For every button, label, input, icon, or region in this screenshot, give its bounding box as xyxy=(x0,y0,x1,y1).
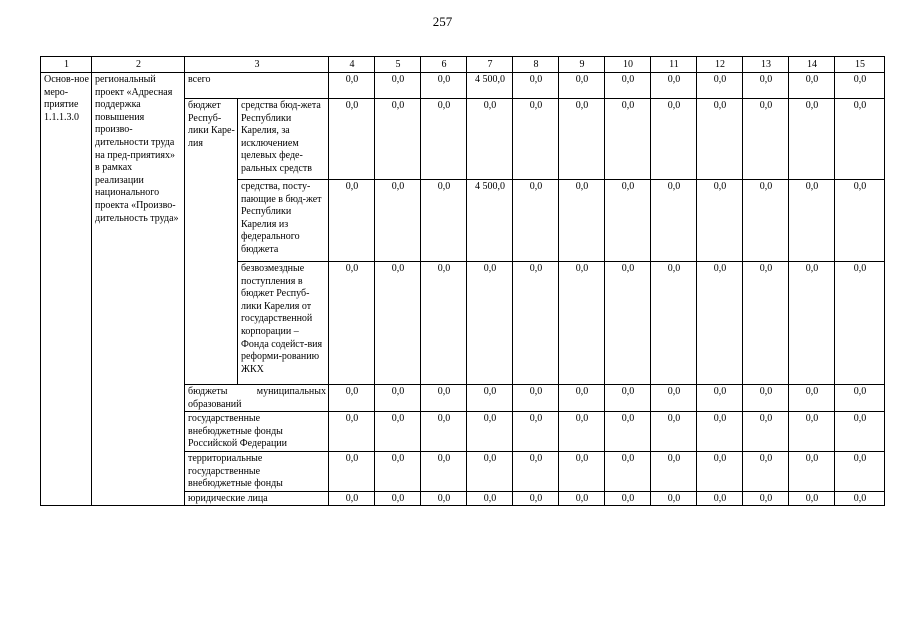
column-header: 15 xyxy=(835,57,885,73)
value-cell: 0,0 xyxy=(835,491,885,506)
value-cell: 0,0 xyxy=(421,180,467,262)
value-cell: 0,0 xyxy=(329,180,375,262)
value-cell: 0,0 xyxy=(421,73,467,99)
value-cell: 0,0 xyxy=(605,385,651,412)
activity-code: Основ-ное меро-приятие 1.1.1.3.0 xyxy=(41,73,92,506)
value-cell: 0,0 xyxy=(559,73,605,99)
column-header: 6 xyxy=(421,57,467,73)
value-cell: 0,0 xyxy=(789,73,835,99)
row-label: юридические лица xyxy=(185,491,329,506)
value-cell: 0,0 xyxy=(559,99,605,180)
value-cell: 0,0 xyxy=(421,451,467,491)
value-cell: 0,0 xyxy=(651,99,697,180)
column-header: 2 xyxy=(92,57,185,73)
value-cell: 0,0 xyxy=(789,491,835,506)
value-cell: 0,0 xyxy=(789,99,835,180)
value-cell: 0,0 xyxy=(651,262,697,385)
row-label: безвозмездные поступления в бюджет Респуб-лики Карелия от государственной корпорации – Фонда содейст-вия реформи-рованию ЖКХ xyxy=(238,262,329,385)
value-cell: 0,0 xyxy=(329,73,375,99)
value-cell: 0,0 xyxy=(743,385,789,412)
value-cell: 0,0 xyxy=(559,412,605,452)
value-cell: 0,0 xyxy=(329,262,375,385)
value-cell: 0,0 xyxy=(467,451,513,491)
value-cell: 0,0 xyxy=(467,385,513,412)
value-cell: 0,0 xyxy=(329,451,375,491)
value-cell: 0,0 xyxy=(651,412,697,452)
value-cell: 0,0 xyxy=(513,73,559,99)
value-cell: 0,0 xyxy=(467,491,513,506)
value-cell: 0,0 xyxy=(329,385,375,412)
value-cell: 0,0 xyxy=(835,412,885,452)
value-cell: 0,0 xyxy=(513,262,559,385)
value-cell: 0,0 xyxy=(559,385,605,412)
value-cell: 0,0 xyxy=(513,491,559,506)
value-cell: 0,0 xyxy=(329,99,375,180)
value-cell: 0,0 xyxy=(835,180,885,262)
row-label-total: всего xyxy=(185,73,329,99)
value-cell: 0,0 xyxy=(421,262,467,385)
value-cell: 0,0 xyxy=(605,73,651,99)
value-cell: 0,0 xyxy=(835,451,885,491)
value-cell: 0,0 xyxy=(651,451,697,491)
value-cell: 0,0 xyxy=(605,99,651,180)
value-cell: 0,0 xyxy=(513,412,559,452)
value-cell: 0,0 xyxy=(835,99,885,180)
value-cell: 0,0 xyxy=(513,99,559,180)
value-cell: 0,0 xyxy=(421,99,467,180)
value-cell: 0,0 xyxy=(329,412,375,452)
column-header: 1 xyxy=(41,57,92,73)
value-cell: 0,0 xyxy=(605,262,651,385)
value-cell: 0,0 xyxy=(835,385,885,412)
value-cell: 0,0 xyxy=(375,180,421,262)
value-cell: 0,0 xyxy=(789,385,835,412)
column-header: 13 xyxy=(743,57,789,73)
value-cell: 0,0 xyxy=(375,491,421,506)
value-cell: 0,0 xyxy=(467,99,513,180)
table-header-row xyxy=(41,57,885,73)
value-cell: 0,0 xyxy=(329,491,375,506)
value-cell: 0,0 xyxy=(789,262,835,385)
page-number: 257 xyxy=(432,14,453,29)
value-cell: 0,0 xyxy=(651,73,697,99)
row-label: государственные внебюджетные фонды Российской Федерации xyxy=(185,412,329,452)
value-cell: 0,0 xyxy=(743,262,789,385)
value-cell: 0,0 xyxy=(697,73,743,99)
value-cell: 0,0 xyxy=(835,73,885,99)
column-header: 14 xyxy=(789,57,835,73)
value-cell: 0,0 xyxy=(605,180,651,262)
value-cell: 0,0 xyxy=(559,491,605,506)
column-header: 5 xyxy=(375,57,421,73)
value-cell: 0,0 xyxy=(605,412,651,452)
column-header: 9 xyxy=(559,57,605,73)
value-cell: 0,0 xyxy=(513,451,559,491)
column-header: 7 xyxy=(467,57,513,73)
value-cell: 0,0 xyxy=(375,262,421,385)
row-label: бюджеты муниципальных образований xyxy=(185,385,329,412)
value-cell: 0,0 xyxy=(513,180,559,262)
column-header: 8 xyxy=(513,57,559,73)
value-cell: 0,0 xyxy=(697,262,743,385)
value-cell: 0,0 xyxy=(605,491,651,506)
value-cell: 0,0 xyxy=(467,262,513,385)
value-cell: 0,0 xyxy=(743,491,789,506)
column-header: 10 xyxy=(605,57,651,73)
column-header: 3 xyxy=(185,57,329,73)
value-cell: 0,0 xyxy=(789,412,835,452)
row-label: территориальные государственные внебюджетные фонды xyxy=(185,451,329,491)
value-cell: 0,0 xyxy=(375,99,421,180)
value-cell: 0,0 xyxy=(743,73,789,99)
value-cell: 4 500,0 xyxy=(467,73,513,99)
value-cell: 0,0 xyxy=(421,491,467,506)
value-cell: 0,0 xyxy=(559,262,605,385)
value-cell: 0,0 xyxy=(743,180,789,262)
value-cell: 0,0 xyxy=(743,99,789,180)
value-cell: 0,0 xyxy=(651,491,697,506)
column-header: 11 xyxy=(651,57,697,73)
value-cell: 0,0 xyxy=(789,451,835,491)
value-cell: 0,0 xyxy=(421,412,467,452)
value-cell: 0,0 xyxy=(697,491,743,506)
value-cell: 0,0 xyxy=(697,385,743,412)
value-cell: 0,0 xyxy=(375,73,421,99)
value-cell: 0,0 xyxy=(559,451,605,491)
value-cell: 0,0 xyxy=(651,180,697,262)
value-cell: 0,0 xyxy=(743,451,789,491)
row-label: средства бюд-жета Республики Карелия, за исключением целевых феде-ральных средств xyxy=(238,99,329,180)
value-cell: 0,0 xyxy=(697,451,743,491)
value-cell: 4 500,0 xyxy=(467,180,513,262)
value-cell: 0,0 xyxy=(559,180,605,262)
value-cell: 0,0 xyxy=(697,99,743,180)
value-cell: 0,0 xyxy=(651,385,697,412)
budget-table xyxy=(40,56,885,506)
value-cell: 0,0 xyxy=(375,385,421,412)
value-cell: 0,0 xyxy=(605,451,651,491)
value-cell: 0,0 xyxy=(513,385,559,412)
row-label: средства, посту-пающие в бюд-жет Республики Карелия из федерального бюджета xyxy=(238,180,329,262)
table-row xyxy=(41,73,885,99)
activity-description: региональный проект «Адресная поддержка повышения произво-дительности труда на пред-приятиях» в рамках реализации национального проекта «Произво-дительность труда» xyxy=(92,73,185,506)
value-cell: 0,0 xyxy=(375,451,421,491)
value-cell: 0,0 xyxy=(421,385,467,412)
value-cell: 0,0 xyxy=(375,412,421,452)
column-header: 12 xyxy=(697,57,743,73)
column-header: 4 xyxy=(329,57,375,73)
row-group-label-republic-budget: бюджет Респуб-лики Каре-лия xyxy=(185,99,238,385)
value-cell: 0,0 xyxy=(835,262,885,385)
value-cell: 0,0 xyxy=(697,412,743,452)
value-cell: 0,0 xyxy=(789,180,835,262)
value-cell: 0,0 xyxy=(743,412,789,452)
value-cell: 0,0 xyxy=(697,180,743,262)
value-cell: 0,0 xyxy=(467,412,513,452)
